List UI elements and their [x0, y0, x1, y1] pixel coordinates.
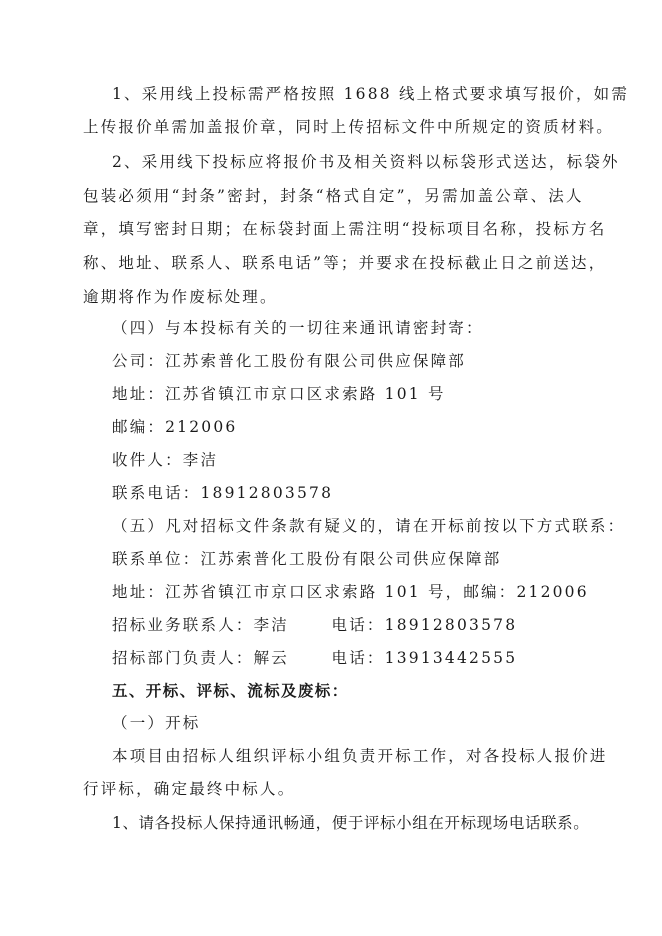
paragraph-offline-bid-2: 包装必须用“封条”密封，封条“格式自定”，另需加盖公章、法人 [83, 187, 584, 205]
mail-company: 公司：江苏索普化工股份有限公司供应保障部 [112, 352, 467, 370]
paragraph-offline-bid-4: 称、地址、联系人、联系电话”等；并要求在投标截止日之前送达， [83, 254, 607, 272]
contact-unit: 联系单位：江苏索普化工股份有限公司供应保障部 [112, 550, 502, 568]
mail-postcode: 邮编：212006 [112, 418, 238, 436]
contact-address: 地址：江苏省镇江市京口区求索路 101 号，邮编：212006 [112, 583, 589, 601]
subsection-1-heading: （一）开标 [112, 714, 201, 732]
paragraph-offline-bid-3: 章，填写密封日期；在标袋封面上需注明“投标项目名称，投标方名 [83, 220, 607, 238]
paragraph-opening-1: 本项目由招标人组织评标小组负责开标工作，对各投标人报价进 [112, 747, 608, 765]
contact-department-head: 招标部门负责人：解云 电话：13913442555 [112, 649, 518, 667]
mail-phone: 联系电话：18912803578 [112, 484, 334, 502]
section-4-heading: （四）与本投标有关的一切往来通讯请密封寄： [112, 319, 484, 337]
paragraph-online-bid-2: 上传报价单需加盖报价章，同时上传招标文件中所规定的资质材料。 [83, 118, 615, 136]
contact-business-person: 招标业务联系人：李洁 电话：18912803578 [112, 616, 518, 634]
section-5-heading: （五）凡对招标文件条款有疑义的，请在开标前按以下方式联系： [112, 517, 626, 535]
chapter-5-heading: 五、开标、评标、流标及废标： [112, 681, 349, 700]
mail-recipient: 收件人：李洁 [112, 451, 219, 469]
paragraph-offline-bid-1: 2、采用线下投标应将报价书及相关资料以标袋形式送达，标袋外 [112, 153, 620, 171]
paragraph-opening-2: 行评标，确定最终中标人。 [83, 780, 296, 798]
paragraph-opening-item-1: 1、请各投标人保持通讯畅通，便于评标小组在开标现场电话联系。 [112, 814, 590, 832]
paragraph-online-bid-1: 1、采用线上投标需严格按照 1688 线上格式要求填写报价，如需 [112, 85, 630, 103]
paragraph-offline-bid-5: 逾期将作为作废标处理。 [83, 288, 278, 306]
mail-address: 地址：江苏省镇江市京口区求索路 101 号 [112, 385, 446, 403]
